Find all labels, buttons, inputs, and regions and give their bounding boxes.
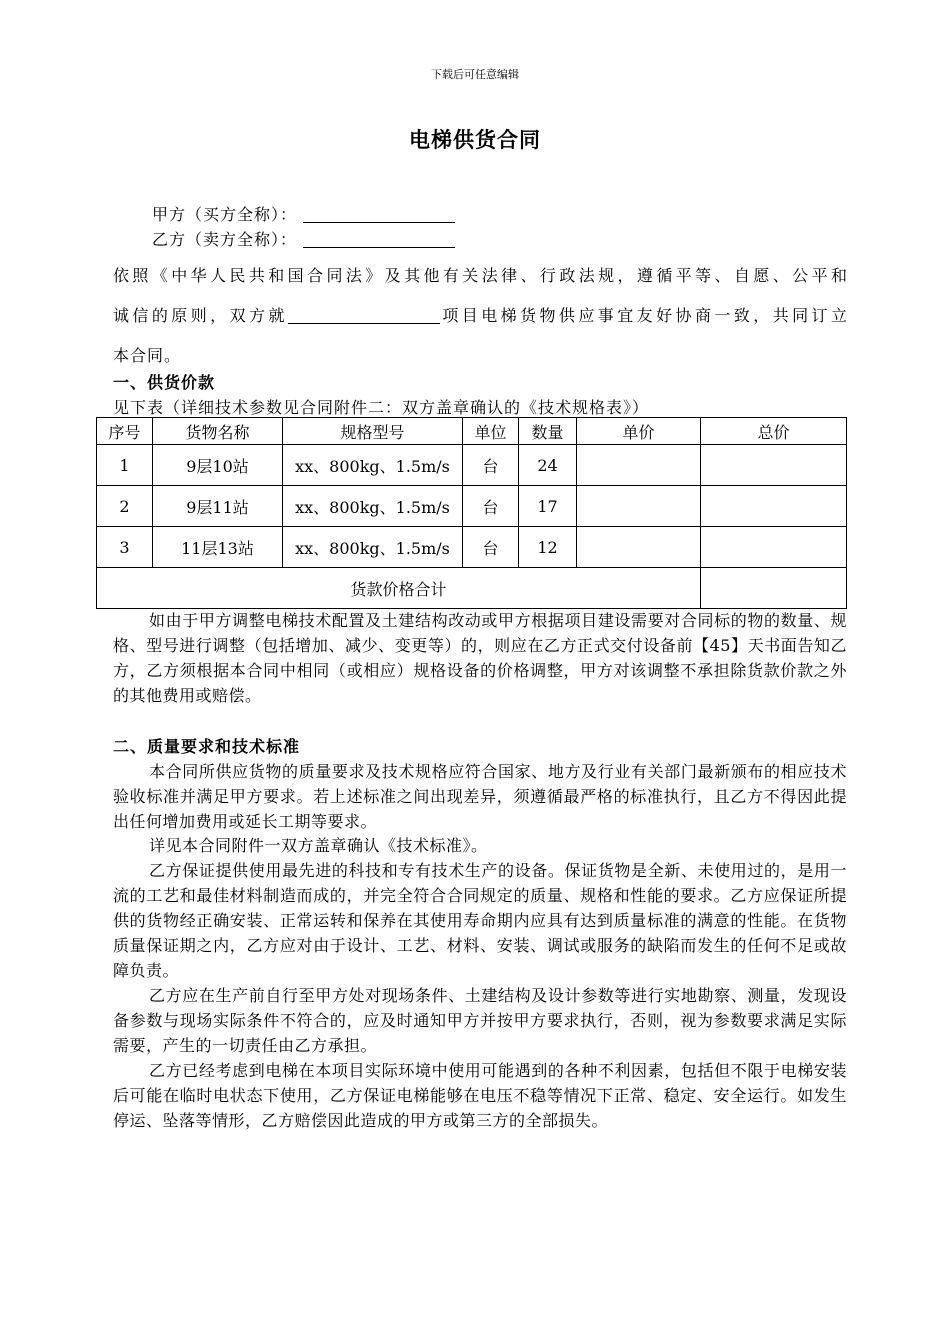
cell-unit: 台 (463, 527, 519, 568)
section-2-paragraph-5: 乙方已经考虑到电梯在本项目实际环境中使用可能遇到的各种不利因素，包括但不限于电梯安装后可能在临时电状态下使用，乙方保证电梯能够在电压不稳等情况下正常、稳定、安全运行。如发生停运、坠落等情形，乙方赔偿因此造成的甲方或第三方的全部损失。 (113, 1061, 847, 1130)
header-spec: 规格型号 (283, 418, 463, 445)
cell-spec: xx、800kg、1.5m/s (283, 486, 463, 527)
cell-seq: 3 (97, 527, 153, 568)
table-header-row (97, 418, 847, 445)
cell-seq: 2 (97, 486, 153, 527)
cell-quantity: 12 (519, 527, 577, 568)
header-unit: 单位 (463, 418, 519, 445)
header-note: 下载后可任意编辑 (431, 68, 519, 81)
cell-quantity: 17 (519, 486, 577, 527)
section-1-paragraph: 如由于甲方调整电梯技术配置及土建结构改动或甲方根据项目建设需要对合同标的物的数量、规格、型号进行调整（包括增加、减少、变更等）的，则应在乙方正式交付设备前【45】天书面告知乙方，乙方须根据本合同中相同（或相应）规格设备的价格调整，甲方对该调整不承担除货款价款之外的其他费用或赔偿。 (113, 611, 847, 705)
project-name-blank (288, 307, 440, 324)
table-row (97, 445, 847, 486)
table-row (97, 486, 847, 527)
goods-price-table (96, 417, 847, 609)
cell-unit-price (577, 445, 701, 486)
section-2-paragraph-1: 本合同所供应货物的质量要求及技术规格应符合国家、地方及行业有关部门最新颁布的相应技术验收标准并满足甲方要求。若上述标准之间出现差异，须遵循最严格的标准执行，且乙方不得因此提出任何增加费用或延长工期等要求。 (113, 762, 847, 831)
cell-total-price (701, 445, 847, 486)
party-a-line (152, 202, 455, 225)
cell-seq: 1 (97, 445, 153, 486)
header-seq: 序号 (97, 418, 153, 445)
cell-goods-name: 11层13站 (153, 527, 283, 568)
header-quantity: 数量 (519, 418, 577, 445)
cell-unit: 台 (463, 486, 519, 527)
table-row (97, 527, 847, 568)
header-goods-name: 货物名称 (153, 418, 283, 445)
header-total-price: 总价 (701, 418, 847, 445)
total-value-cell (701, 568, 847, 609)
party-b-blank (303, 231, 455, 248)
party-b-label: 乙方（卖方全称）： (152, 230, 298, 249)
table-total-row (97, 568, 847, 609)
contract-title: 电梯供货合同 (409, 127, 541, 152)
cell-unit-price (577, 527, 701, 568)
intro-line-3: 本合同。 (113, 346, 182, 365)
header-unit-price: 单价 (577, 418, 701, 445)
party-b-line (152, 227, 455, 250)
cell-unit: 台 (463, 445, 519, 486)
party-a-blank (303, 206, 455, 223)
cell-spec: xx、800kg、1.5m/s (283, 445, 463, 486)
cell-total-price (701, 527, 847, 568)
intro-line-2-pre: 诚信的原则，双方就 (113, 306, 288, 325)
cell-unit-price (577, 486, 701, 527)
section-2-paragraph-4: 乙方应在生产前自行至甲方处对现场条件、土建结构及设计参数等进行实地勘察、测量，发现设备参数与现场实际条件不符合的，应及时通知甲方并按甲方要求执行，否则，视为参数要求满足实际需要，产生的一切责任由乙方承担。 (113, 986, 847, 1055)
intro-line-2 (113, 303, 848, 326)
cell-goods-name: 9层10站 (153, 445, 283, 486)
see-table-note: 见下表（详细技术参数见合同附件二：双方盖章确认的《技术规格表》） (113, 398, 650, 417)
cell-quantity: 24 (519, 445, 577, 486)
cell-goods-name: 9层11站 (153, 486, 283, 527)
party-a-label: 甲方（买方全称）： (152, 205, 298, 224)
intro-line-1: 依照《中华人民共和国合同法》及其他有关法律、行政法规，遵循平等、自愿、公平和 (113, 266, 848, 285)
section-2-heading: 二、质量要求和技术标准 (113, 737, 301, 756)
cell-total-price (701, 486, 847, 527)
intro-line-2-post: 项目电梯货物供应事宜友好协商一致，共同订立 (439, 306, 848, 325)
section-2-paragraph-2: 详见本合同附件一双方盖章确认《技术标准》。 (149, 836, 488, 855)
total-label-cell: 货款价格合计 (97, 568, 701, 609)
section-1-heading: 一、供货价款 (113, 373, 216, 392)
section-2-paragraph-3: 乙方保证提供使用最先进的科技和专有技术生产的设备。保证货物是全新、未使用过的，是用一流的工艺和最佳材料制造而成的，并完全符合合同规定的质量、规格和性能的要求。乙方应保证所提供的货物经正确安装、正常运转和保养在其使用寿命期内应具有达到质量标准的满意的性能。在货物质量保证期之内，乙方应对由于设计、工艺、材料、安装、调试或服务的缺陷而发生的任何不足或故障负责。 (113, 861, 847, 980)
cell-spec: xx、800kg、1.5m/s (283, 527, 463, 568)
